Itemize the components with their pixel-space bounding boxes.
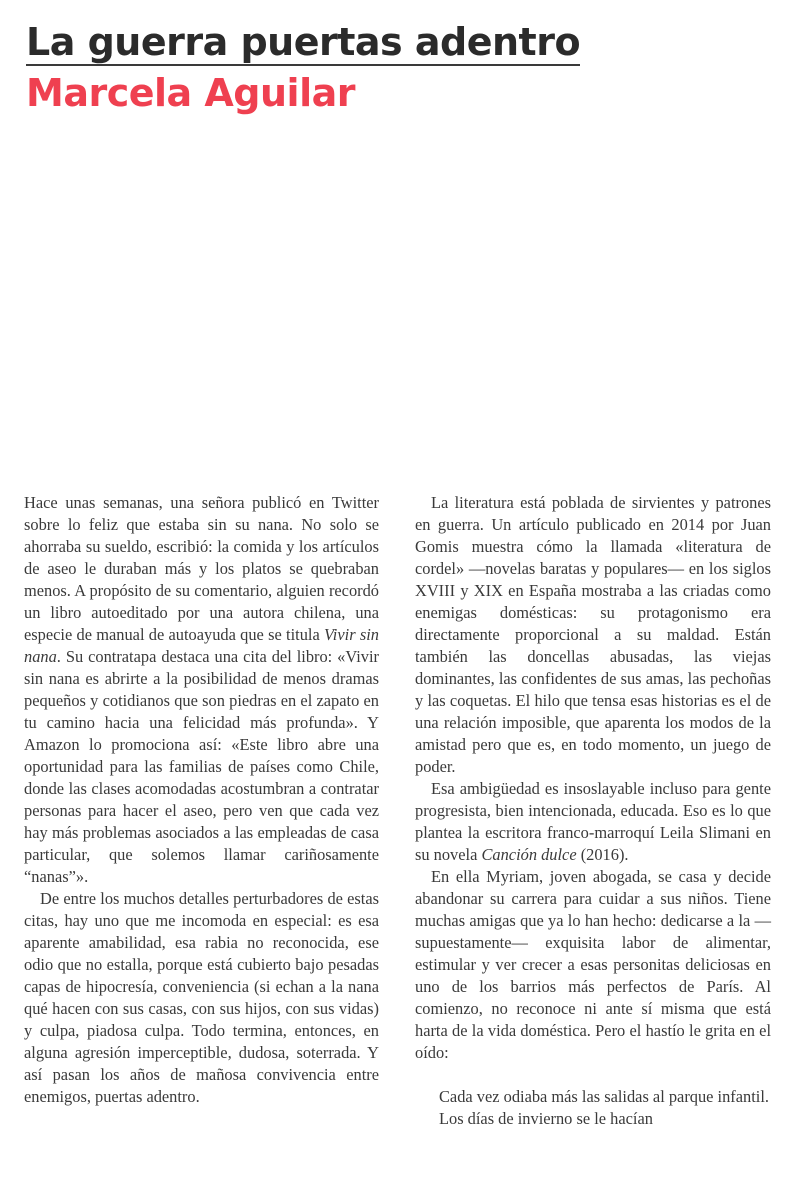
paragraph: De entre los muchos detalles perturbadores de estas citas, hay uno que me incomoda en especial: es esa aparente amabilidad, esa rabia no reconocida, ese odio que no estalla, porque está cubierto bajo pesadas capas de hipocresía, conveniencia (si echan a la nana qué hacen con sus casas, con sus hijos, con sus vidas) y culpa, piadosa culpa. Todo termina, entonces, en alguna agresión imperceptible, dudosa, soterrada. Y así pasan los años de mañosa convivencia entre enemigos, puertas adentro. [24,889,379,1106]
paragraph: En ella Myriam, joven abogada, se casa y decide abandonar su carrera para cuidar a sus niños. Tiene muchas amigas que ya lo han hecho: dedicarse a la —supuestamente— exquisita labor de alimentar, estimular y ver crecer a esas personitas deliciosas en uno de los barrios más perfectos de París. Al comienzo, no reconoce ni ante sí misma que está harta de la vida doméstica. Pero el hastío le grita en el oído: [415,867,771,1062]
paragraph [24,492,379,888]
left-column [24,492,379,1108]
block-quote: Cada vez odiaba más las salidas al parque infantil. Los días de invierno se le hacían [439,1087,769,1128]
article-author: Marcela Aguilar [26,71,355,115]
book-title-italic: Vivir sin nana [24,625,379,666]
paragraph [415,778,771,866]
paragraph-text: . Su contratapa destaca una cita del libro: «Vivir sin nana es abrirte a la posibilidad de menos dramas pequeños y cotidianos que son piedras en el zapato en tu camino hacia una felicidad más profunda». Y Amazon lo promociona así: «Este libro abre una oportunidad para las familias de países como Chile, donde las clases acomodadas acostumbran a contratar personas para hacer el aseo, pero ven que cada vez hay más problemas asociados a las empleadas de casa particular, que solemos llamar cariñosamente “nanas”». [24,647,379,886]
paragraph: La literatura está poblada de sirvientes y patrones en guerra. Un artículo publicado en 2014 por Juan Gomis muestra cómo la llamada «literatura de cordel» —novelas baratas y populares— en los siglos XVIII y XIX en España mostraba a las criadas como enemigas domésticas: su protagonismo era directamente proporcional a su maldad. Están también las doncellas abusadas, las viejas dominantes, las confidentes de sus amas, las pechoñas y las coquetas. El hilo que tensa esas historias es el de una relación imposible, que aparenta los modos de la amistad pero que es, en todo momento, un juego de poder. [415,493,771,776]
article-title: La guerra puertas adentro [26,20,581,64]
paragraph-text: (2016). [576,845,629,864]
book-title-italic: Canción dulce [481,845,577,864]
right-column [415,492,771,1130]
paragraph-text: Esa ambigüedad es insoslayable incluso para gente progresista, bien intencionada, educada. Eso es lo que plantea la escritora franco-marroquí Leila Slimani en su novela [415,779,771,864]
paragraph-text: Hace unas semanas, una señora publicó en Twitter sobre lo feliz que estaba sin su nana. No solo se ahorraba su sueldo, escribió: la comida y los artículos de aseo le duraban más y los platos se quebraban menos. A propósito de su comentario, alguien recordó un libro autoeditado por una autora chilena, una especie de manual de autoayuda que se titula [24,493,379,644]
